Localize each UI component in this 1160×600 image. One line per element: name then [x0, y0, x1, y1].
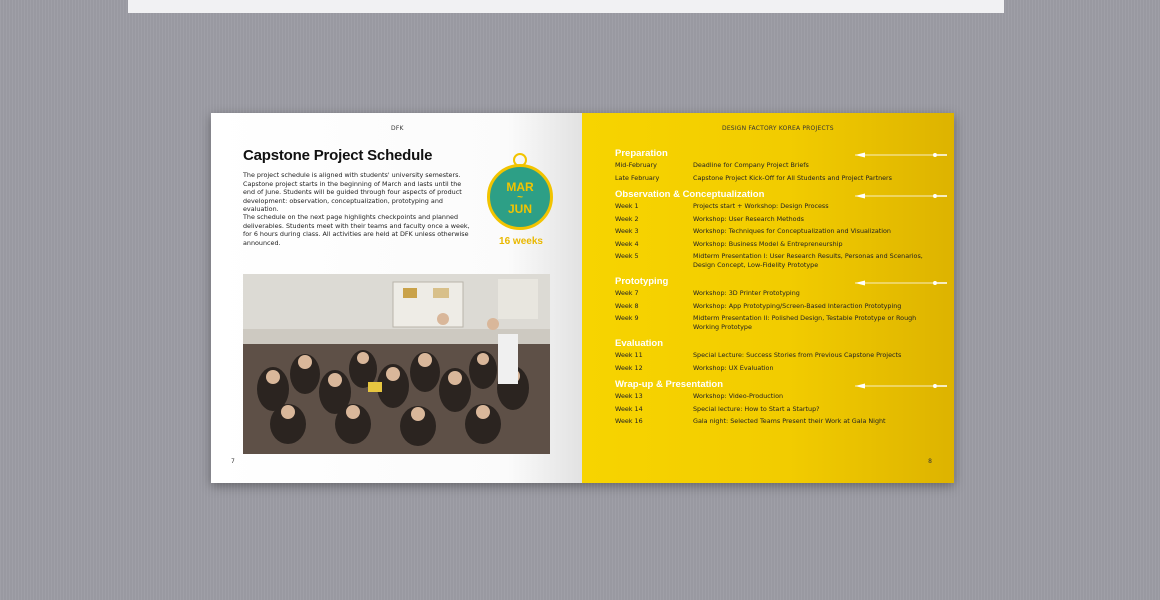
row-when: Week 11 — [615, 351, 643, 360]
row-when: Week 16 — [615, 417, 643, 426]
row-when: Week 14 — [615, 404, 643, 413]
left-running-head: DFK — [391, 125, 404, 132]
row-what: Projects start + Workshop: Design Process — [693, 202, 829, 210]
badge-caption: 16 weeks — [499, 236, 543, 247]
schedule-row — [615, 202, 935, 210]
schedule-list — [615, 148, 935, 433]
row-when: Mid-February — [615, 161, 657, 169]
intro-paragraph: The project schedule is aligned with students' university semesters. Capstone project starts in the beginning of March and lasts until the end of June. Students will be guided through four aspects of product development: observation, conceptualization, prototyping and evaluation. — [243, 171, 462, 214]
left-page-number: 7 — [231, 458, 235, 465]
section-title: Prototyping — [615, 276, 669, 288]
pen-divider-icon — [855, 280, 947, 286]
row-what: Deadline for Company Project Briefs — [693, 161, 809, 169]
row-what: Workshop: 3D Printer Prototyping — [693, 289, 800, 298]
badge-start-month: MAR — [506, 180, 534, 194]
row-what: Workshop: User Research Methods — [693, 214, 804, 223]
row-what: Special Lecture: Success Stories from Previous Capstone Projects — [693, 351, 902, 360]
section-title: Observation & Conceptualization — [615, 189, 765, 200]
brochure-spread — [211, 113, 954, 483]
schedule-row — [615, 405, 935, 413]
row-when: Week 8 — [615, 301, 639, 310]
badge-tilde: ~ — [517, 192, 523, 203]
group-photo-illustration — [243, 274, 550, 454]
row-when: Week 5 — [615, 252, 639, 261]
schedule-row — [615, 174, 935, 182]
section-title: Evaluation — [615, 338, 664, 350]
row-what: Capstone Project Kick-Off for All Students and Project Partners — [693, 173, 893, 182]
schedule-row — [615, 161, 935, 169]
section-title: Wrap-up & Presentation — [615, 379, 724, 391]
row-when: Week 1 — [615, 202, 639, 210]
schedule-row — [615, 289, 935, 297]
section-prototyping — [615, 276, 935, 331]
row-what: Midterm Presentation I: User Research Results, Personas and Scenarios, Design Concept, Low-Fidelity Prototype — [693, 252, 923, 269]
row-when: Week 12 — [615, 363, 643, 372]
pen-divider-icon — [855, 152, 947, 158]
schedule-row — [615, 417, 935, 425]
row-what: Gala night: Selected Teams Present their Work at Gala Night — [693, 417, 886, 426]
row-what: Midterm Presentation II: Polished Design, Testable Prototype or Rough Working Prototype — [693, 314, 917, 331]
schedule-row — [615, 302, 935, 310]
section-preparation — [615, 148, 935, 182]
top-strip — [128, 0, 1004, 13]
row-when: Week 9 — [615, 314, 639, 323]
row-what: Workshop: Video-Production — [693, 392, 784, 401]
row-what: Workshop: UX Evaluation — [693, 363, 774, 372]
right-page-number: 8 — [928, 458, 932, 465]
schedule-row — [615, 252, 935, 269]
right-running-head: DESIGN FACTORY KOREA PROJECTS — [722, 125, 834, 132]
schedule-note-paragraph: The schedule on the next page highlights checkpoints and planned deliverables. Students meet with their teams and faculty once a week, for 6 hours during class. All activities are held at DFK unless otherwise announced. — [243, 213, 470, 247]
section-title: Preparation — [615, 148, 668, 159]
row-when: Week 13 — [615, 392, 643, 401]
row-when: Week 2 — [615, 214, 639, 223]
schedule-row — [615, 364, 935, 372]
schedule-row — [615, 227, 935, 235]
pen-divider-icon — [855, 193, 947, 199]
left-page — [211, 113, 582, 483]
group-photo — [243, 274, 550, 454]
row-when: Late February — [615, 173, 660, 182]
row-what: Special lecture: How to Start a Startup? — [693, 404, 820, 413]
right-page — [582, 113, 954, 483]
schedule-row — [615, 240, 935, 248]
row-what: Workshop: Techniques for Conceptualization and Visualization — [693, 227, 891, 236]
schedule-row — [615, 392, 935, 400]
section-evaluation — [615, 338, 935, 372]
row-when: Week 3 — [615, 227, 639, 236]
schedule-row — [615, 215, 935, 223]
row-when: Week 7 — [615, 289, 639, 298]
badge-circle — [487, 164, 553, 230]
badge-end-month: JUN — [507, 202, 532, 216]
schedule-row — [615, 314, 935, 331]
row-when: Week 4 — [615, 239, 639, 248]
page-title: Capstone Project Schedule — [243, 147, 433, 164]
row-what: Workshop: App Prototyping/Screen-Based Interaction Prototyping — [693, 301, 902, 310]
section-observation — [615, 189, 935, 269]
schedule-row — [615, 351, 935, 359]
pen-divider-icon — [855, 383, 947, 389]
row-what: Workshop: Business Model & Entrepreneurship — [693, 239, 843, 248]
section-wrap-up — [615, 379, 935, 426]
